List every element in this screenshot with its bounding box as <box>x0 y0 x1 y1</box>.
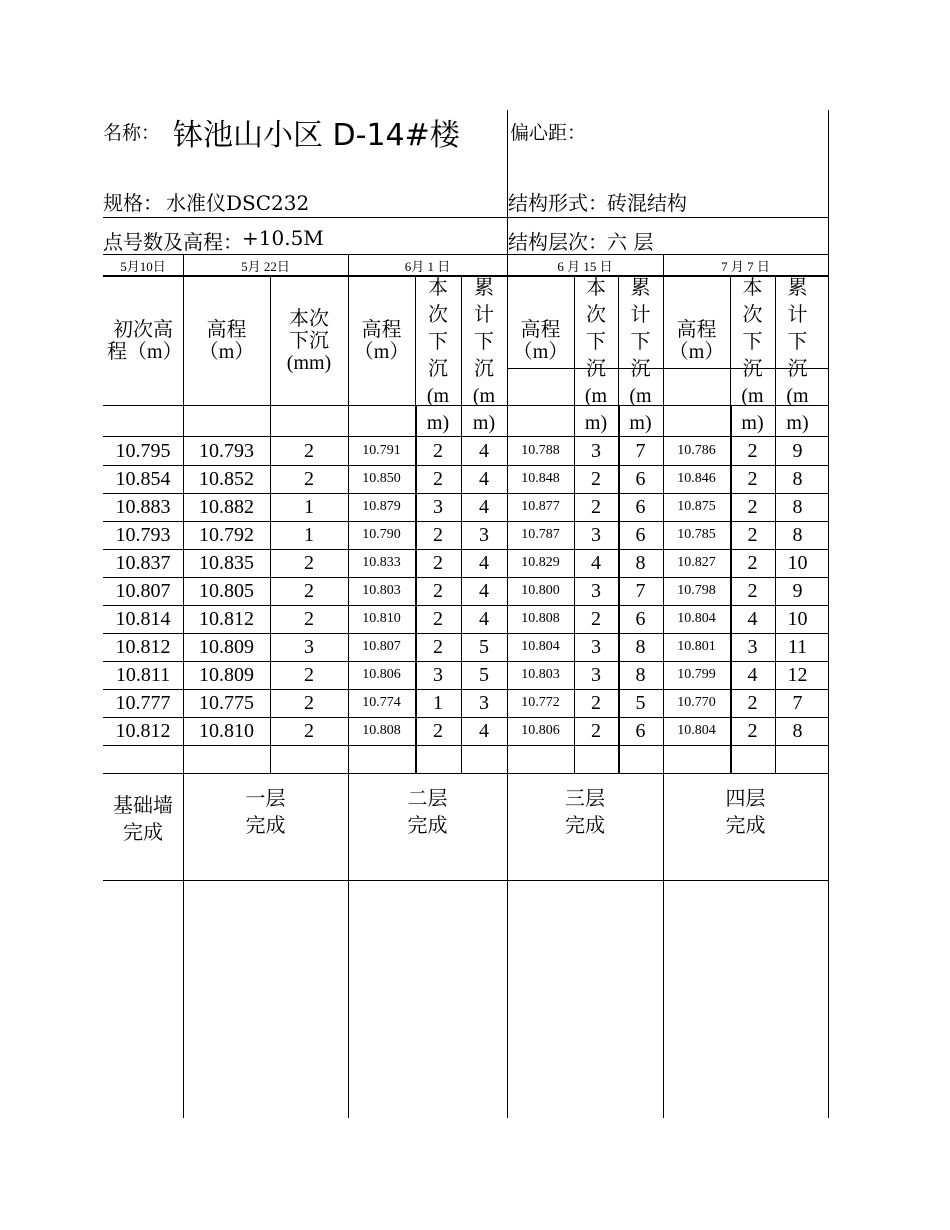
table-cell-e4: 10.875 <box>677 499 716 514</box>
header-initial-elevation: 初次高程（m） <box>107 319 183 363</box>
table-cell-t2: 4 <box>479 467 489 490</box>
table-cell-s2: 2 <box>433 635 443 658</box>
date-4: 6 月 15 日 <box>557 258 613 274</box>
table-cell-e2: 10.808 <box>362 723 401 738</box>
table-cell-s2: 2 <box>433 467 443 490</box>
table-cell-init: 10.883 <box>115 495 171 518</box>
table-cell-e1: 10.775 <box>199 691 254 714</box>
grid-vline <box>828 110 829 1118</box>
table-cell-t3: 6 <box>635 523 646 546</box>
table-cell-e2: 10.810 <box>362 611 401 626</box>
table-cell-t4: 12 <box>787 663 808 686</box>
table-cell-s4: 2 <box>747 495 758 518</box>
table-cell-t2: 3 <box>479 691 489 714</box>
table-cell-t4: 10 <box>787 551 808 574</box>
date-5: 7 月 7 日 <box>721 258 770 274</box>
project-name-label: 名称： <box>103 122 161 144</box>
table-cell-e2: 10.807 <box>362 639 401 654</box>
table-cell-e1: 10.852 <box>199 467 254 490</box>
table-cell-e2: 10.806 <box>362 667 401 682</box>
table-cell-init: 10.793 <box>115 523 171 546</box>
table-cell-t2: 5 <box>479 663 489 686</box>
table-cell-t4: 8 <box>792 467 803 490</box>
table-cell-s4: 2 <box>747 579 758 602</box>
table-cell-s1: 3 <box>304 635 314 658</box>
table-cell-t4: 11 <box>787 635 808 658</box>
table-cell-t3: 7 <box>635 439 646 462</box>
table-cell-e2: 10.879 <box>362 499 401 514</box>
table-cell-s3: 3 <box>591 635 601 658</box>
table-cell-t2: 4 <box>479 579 489 602</box>
table-cell-s4: 2 <box>747 719 758 742</box>
table-cell-t4: 10 <box>787 607 808 630</box>
grid-hline <box>103 217 828 218</box>
table-cell-e2: 10.833 <box>362 555 401 570</box>
table-cell-e1: 10.882 <box>199 495 254 518</box>
table-cell-t3: 8 <box>635 635 646 658</box>
table-cell-s4: 2 <box>747 467 758 490</box>
grid-vline <box>507 110 508 275</box>
table-cell-s4: 4 <box>747 663 758 686</box>
table-cell-init: 10.814 <box>115 607 171 630</box>
table-cell-init: 10.811 <box>115 663 171 686</box>
table-cell-s2: 2 <box>433 579 443 602</box>
table-cell-init: 10.854 <box>115 467 171 490</box>
table-cell-e1: 10.809 <box>199 635 254 658</box>
table-cell-t3: 6 <box>635 467 646 490</box>
table-cell-t2: 4 <box>479 551 489 574</box>
table-cell-s1: 2 <box>304 691 314 714</box>
table-cell-s4: 2 <box>747 439 758 462</box>
table-cell-e1: 10.792 <box>199 523 254 546</box>
table-cell-s4: 4 <box>747 607 758 630</box>
table-cell-e3: 10.803 <box>521 667 560 682</box>
stage-foundation: 基础墙完成 <box>113 795 173 844</box>
stage-floor-3: 三层完成 <box>565 788 605 837</box>
table-cell-e2: 10.791 <box>362 443 401 458</box>
table-cell-s3: 2 <box>591 607 601 630</box>
table-cell-s3: 2 <box>591 719 601 742</box>
date-1: 5月10日 <box>120 258 166 274</box>
table-cell-s3: 4 <box>591 551 601 574</box>
table-cell-t3: 7 <box>635 579 646 602</box>
table-cell-init: 10.795 <box>115 439 171 462</box>
table-cell-t4: 8 <box>792 523 803 546</box>
table-cell-s2: 2 <box>433 719 443 742</box>
table-cell-s1: 2 <box>304 607 314 630</box>
table-cell-s4: 2 <box>747 551 758 574</box>
points-elevation: +10.5M <box>242 226 324 250</box>
table-cell-t3: 6 <box>635 495 646 518</box>
structure-floors-label: 结构层次： <box>508 230 608 254</box>
table-cell-s3: 3 <box>591 523 601 546</box>
table-cell-t4: 8 <box>792 495 803 518</box>
table-cell-s3: 2 <box>591 495 601 518</box>
table-cell-e3: 10.800 <box>521 583 560 598</box>
header-settle-total-4: 累计下沉(mm) <box>629 277 652 434</box>
instrument-spec-label: 规格： <box>103 191 163 215</box>
table-cell-s3: 3 <box>591 663 601 686</box>
table-cell-e4: 10.827 <box>677 555 716 570</box>
header-settle-now-3: 本次下沉(mm) <box>426 277 450 434</box>
table-cell-s1: 2 <box>304 467 314 490</box>
table-cell-e4: 10.786 <box>677 443 716 458</box>
grid-hline <box>103 880 828 881</box>
header-elevation-3: 高程（m） <box>353 319 410 363</box>
table-cell-t4: 9 <box>792 439 803 462</box>
table-cell-s2: 3 <box>433 495 443 518</box>
date-3: 6月 1 日 <box>404 258 451 274</box>
table-cell-s2: 1 <box>433 691 443 714</box>
table-cell-s4: 2 <box>747 523 758 546</box>
table-cell-e1: 10.810 <box>199 719 254 742</box>
table-cell-e4: 10.804 <box>677 611 716 626</box>
table-cell-e3: 10.787 <box>521 527 560 542</box>
table-cell-e4: 10.785 <box>677 527 716 542</box>
table-cell-e3: 10.829 <box>521 555 560 570</box>
table-cell-e4: 10.846 <box>677 471 716 486</box>
header-settle-total-5: 累计下沉(mm) <box>786 277 809 434</box>
table-cell-s3: 2 <box>591 467 601 490</box>
header-settlement-2: 本次下沉(mm) <box>286 308 332 374</box>
table-cell-s1: 2 <box>304 663 314 686</box>
table-cell-e1: 10.805 <box>199 579 254 602</box>
table-cell-t2: 4 <box>479 607 489 630</box>
table-cell-e3: 10.848 <box>521 471 560 486</box>
table-cell-e1: 10.812 <box>199 607 254 630</box>
stage-floor-1: 一层完成 <box>245 788 286 837</box>
table-cell-t4: 9 <box>792 579 803 602</box>
table-cell-e4: 10.801 <box>677 639 716 654</box>
table-cell-e3: 10.772 <box>521 695 560 710</box>
table-cell-e4: 10.770 <box>677 695 716 710</box>
table-cell-s3: 3 <box>591 579 601 602</box>
table-cell-init: 10.807 <box>115 579 171 602</box>
table-cell-s2: 3 <box>433 663 443 686</box>
header-elevation-5: 高程（m） <box>668 319 725 363</box>
project-name: 钵池山小区 D-14#楼 <box>173 118 460 153</box>
table-cell-s4: 3 <box>747 635 758 658</box>
table-cell-s2: 2 <box>433 551 443 574</box>
header-elevation-2: 高程（m） <box>198 319 255 363</box>
table-cell-s1: 2 <box>304 551 314 574</box>
grid-hline <box>103 745 828 746</box>
header-settle-now-5: 本次下沉(mm) <box>741 277 764 434</box>
table-cell-t4: 7 <box>792 691 803 714</box>
table-cell-t2: 4 <box>479 719 489 742</box>
table-cell-init: 10.837 <box>115 551 171 574</box>
table-cell-t3: 8 <box>635 663 646 686</box>
eccentric-distance-label: 偏心距： <box>510 122 587 144</box>
instrument-spec: 水准仪DSC232 <box>166 191 310 215</box>
table-cell-e4: 10.798 <box>677 583 716 598</box>
grid-hline <box>103 773 828 774</box>
table-cell-e3: 10.788 <box>521 443 560 458</box>
table-cell-e4: 10.804 <box>677 723 716 738</box>
table-cell-init: 10.777 <box>115 691 171 714</box>
table-cell-e1: 10.809 <box>199 663 254 686</box>
table-cell-t3: 6 <box>635 719 646 742</box>
table-cell-s2: 2 <box>433 607 443 630</box>
table-cell-e1: 10.793 <box>199 439 254 462</box>
table-cell-e1: 10.835 <box>199 551 254 574</box>
header-settle-total-3: 累计下沉(mm) <box>472 277 496 434</box>
date-2: 5月 22日 <box>241 258 290 274</box>
table-cell-s1: 1 <box>304 495 314 518</box>
table-cell-t3: 5 <box>635 691 646 714</box>
table-cell-init: 10.812 <box>115 719 171 742</box>
points-elevation-label: 点号数及高程： <box>103 230 243 254</box>
table-cell-init: 10.812 <box>115 635 171 658</box>
structure-floors: 六 层 <box>607 230 654 254</box>
table-cell-e4: 10.799 <box>677 667 716 682</box>
table-cell-s2: 2 <box>433 439 443 462</box>
structure-form-label: 结构形式： <box>508 191 608 215</box>
table-cell-e3: 10.806 <box>521 723 560 738</box>
table-cell-t2: 5 <box>479 635 489 658</box>
table-cell-s1: 2 <box>304 579 314 602</box>
table-cell-s2: 2 <box>433 523 443 546</box>
header-settle-now-4: 本次下沉(mm) <box>584 277 608 434</box>
table-cell-s1: 2 <box>304 439 314 462</box>
table-cell-s3: 3 <box>591 439 601 462</box>
table-cell-s3: 2 <box>591 691 601 714</box>
header-elevation-4: 高程（m） <box>512 319 569 363</box>
table-cell-t2: 3 <box>479 523 489 546</box>
table-cell-e3: 10.804 <box>521 639 560 654</box>
table-cell-e3: 10.877 <box>521 499 560 514</box>
table-cell-s1: 1 <box>304 523 314 546</box>
table-cell-t2: 4 <box>479 439 489 462</box>
table-cell-s4: 2 <box>747 691 758 714</box>
table-cell-t2: 4 <box>479 495 489 518</box>
stage-floor-2: 二层完成 <box>407 788 448 837</box>
table-cell-t3: 6 <box>635 607 646 630</box>
structure-form: 砖混结构 <box>607 191 687 215</box>
table-cell-s1: 2 <box>304 719 314 742</box>
table-cell-e2: 10.774 <box>362 695 401 710</box>
table-cell-t3: 8 <box>635 551 646 574</box>
table-cell-e2: 10.850 <box>362 471 401 486</box>
table-cell-e2: 10.790 <box>362 527 401 542</box>
table-cell-e3: 10.808 <box>521 611 560 626</box>
table-cell-t4: 8 <box>792 719 803 742</box>
table-cell-e2: 10.803 <box>362 583 401 598</box>
stage-floor-4: 四层完成 <box>725 788 766 837</box>
